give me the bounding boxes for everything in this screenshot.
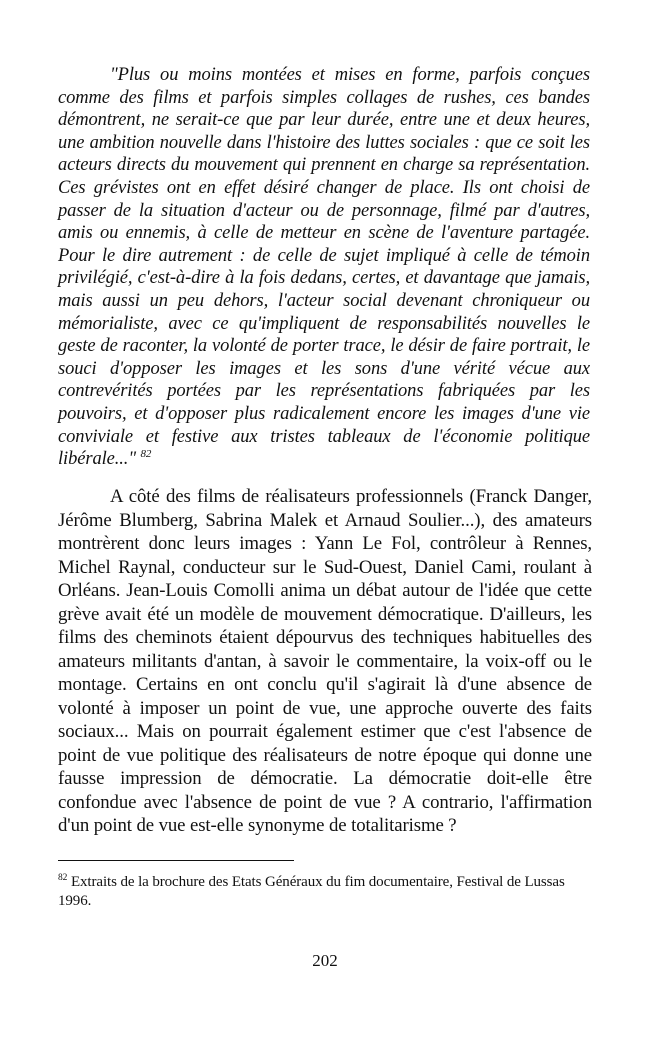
footnote-divider xyxy=(58,860,294,861)
block-quote xyxy=(58,64,590,471)
footnote xyxy=(58,873,598,911)
body-paragraph: A côté des films de réalisateurs professionnels (Franck Danger, Jérôme Blumberg, Sabrina Malek et Arnaud Soulier...), des amateurs montrèrent donc leurs images : Yann Le Fol, contrôleur à Rennes, Michel Raynal, conducteur sur le Sud-Ouest, Daniel Cami, roulant à Orléans. Jean-Louis Comolli anima un débat autour de l'idée que cette grève avait été un modèle de mouvement démocratique. D'ailleurs, les films des cheminots étaient dépourvus des techniques habituelles des amateurs militants d'antan, à savoir le commentaire, la voix-off ou le montage. Certains en ont conclu qu'il s'agirait là d'une absence de volonté à imposer un point de vue, une approche ouverte des faits sociaux... Mais on pourrait également estimer que c'est l'absence de point de vue politique des réalisateurs de notre époque qui donne une fausse impression de démocratie. La démocratie doit-elle être confondue avec l'absence de point de vue ? A contrario, l'affirmation d'un point de vue est-elle synonyme de totalitarisme ? xyxy=(58,486,592,836)
footnote-number: 82 xyxy=(58,873,68,883)
footnote-text: Extraits de la brochure des Etats Généraux du fim documentaire, Festival de Lussas 1996. xyxy=(58,874,565,909)
footnote-reference: 82 xyxy=(140,447,152,460)
quote-text: "Plus ou moins montées et mises en forme, parfois conçues comme des films et parfois simples collages de rushes, ces bandes démontrent, ne serait-ce que par leur durée, entre une et deux heures, une ambition nouvelle dans l'histoire des luttes sociales : que ce soit les acteurs directs du mouvement qui prennent en charge sa représentation. Ces grévistes ont en effet désiré changer de place. Ils ont choisi de passer de la situation d'acteur ou de personnage, filmé par d'autres, amis ou ennemis, à celle de metteur en scène de l'aventure partagée. Pour le dire autrement : de celle de sujet impliqué à celle de témoin privilégié, c'est-à-dire à la fois dedans, certes, et davantage que jamais, mais aussi un peu dehors, l'acteur social devenant chroniqueur ou mémorialiste, avec ce qu'impliquent de responsabilités nouvelles le geste de raconter, la volonté de porter trace, le désir de faire portrait, le souci d'opposer les images et les sons d'une vérité vécue aux contrevérités portées par les représentations fabriquées par les pouvoirs, et d'opposer plus radicalement encore les images d'une vie conviviale et festive aux tristes tableaux de l'économie politique libérale..." xyxy=(58,65,590,470)
page-number: 202 xyxy=(312,951,338,970)
